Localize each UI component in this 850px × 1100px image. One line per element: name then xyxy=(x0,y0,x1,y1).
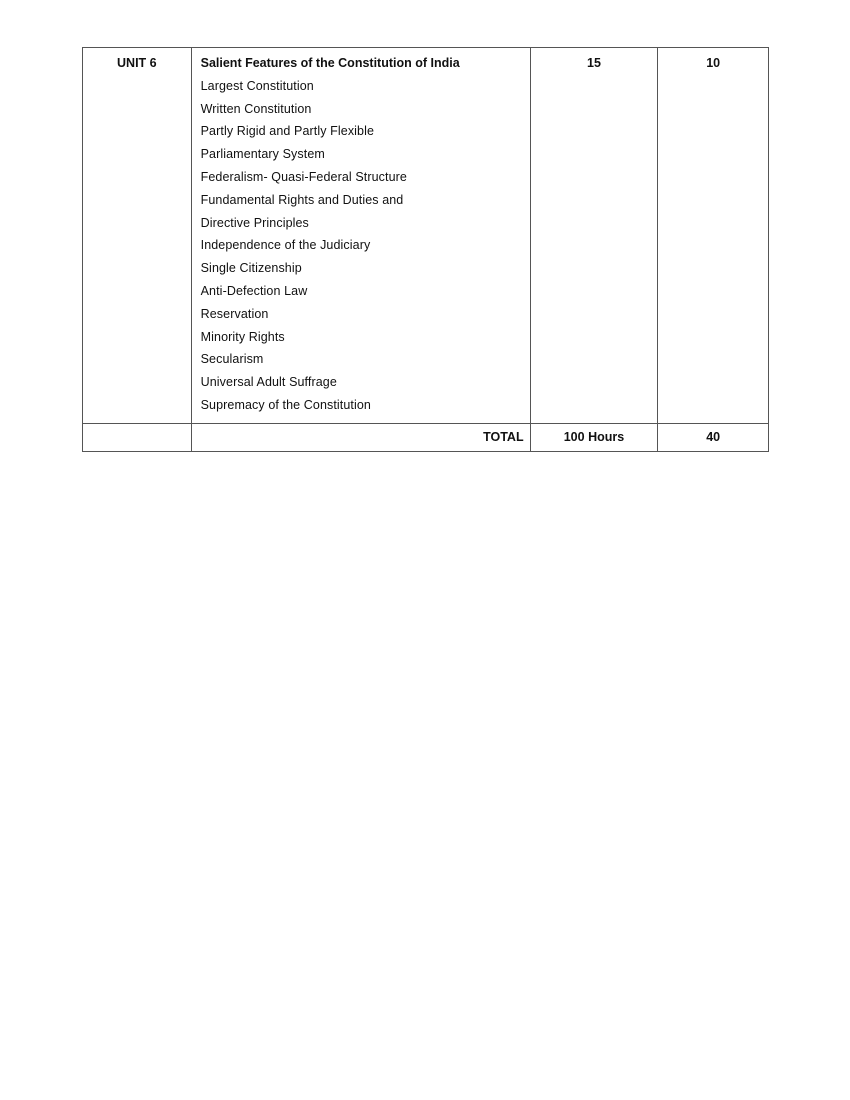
total-marks: 40 xyxy=(658,423,769,451)
topic-item: Single Citizenship xyxy=(200,261,302,276)
total-label: TOTAL xyxy=(191,423,530,451)
topic-item: Written Constitution xyxy=(200,101,312,116)
total-hours: 100 Hours xyxy=(530,423,658,451)
topic-item: Anti-Defection Law xyxy=(200,283,308,298)
table-row-unit-6 xyxy=(83,48,769,424)
unit-label: UNIT 6 xyxy=(83,48,192,424)
topic-item: Reservation xyxy=(200,306,269,321)
topic-item: Directive Principles xyxy=(200,215,309,230)
table-row-total xyxy=(83,423,769,451)
topic-item: Federalism- Quasi-Federal Structure xyxy=(200,169,407,184)
topic-item: Partly Rigid and Partly Flexible xyxy=(200,124,375,139)
topic-item: Independence of the Judiciary xyxy=(200,238,371,253)
topic-item: Fundamental Rights and Duties and xyxy=(200,192,404,207)
unit-heading: Salient Features of the Constitution of India xyxy=(200,56,460,70)
syllabus-table xyxy=(82,47,769,452)
topic-item: Parliamentary System xyxy=(200,147,325,162)
topic-item: Largest Constitution xyxy=(200,78,314,93)
topic-item: Supremacy of the Constitution xyxy=(200,397,371,412)
unit-hours: 15 xyxy=(530,48,658,424)
topic-item: Minority Rights xyxy=(200,329,285,344)
unit-marks: 10 xyxy=(658,48,769,424)
topic-item: Secularism xyxy=(200,352,264,367)
total-empty-cell xyxy=(83,423,192,451)
topic-item: Universal Adult Suffrage xyxy=(200,375,337,390)
topics-cell xyxy=(191,48,530,424)
